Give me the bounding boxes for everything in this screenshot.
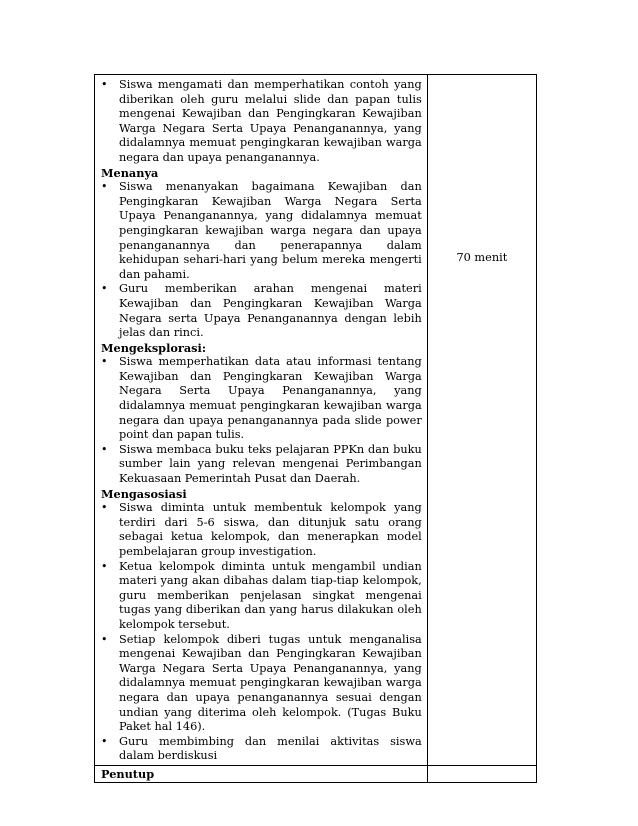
list-item: • Siswa memperhatikan data atau informasi tentang Kewajiban dan Pengingkaran Kewajiban Warga Negara Serta Upaya Penanganannya, yang didalamnya memuat pengingkaran kewajiban warga negara dan upaya penanganannya pada slide power point dan papan tulis.	[101, 355, 422, 443]
mengasosiasi-list	[101, 501, 422, 764]
time-allocation-cell	[427, 75, 536, 766]
section-heading-mengeksplorasi: Mengeksplorasi:	[101, 340, 206, 355]
section-heading-mengasosiasi: Mengasosiasi	[101, 486, 187, 501]
table-row	[95, 765, 537, 782]
list-item: • Guru memberikan arahan mengenai materi Kewajiban dan Pengingkaran Kewajiban Warga Negara serta Upaya Penanganannya dengan lebih jelas dan rinci.	[101, 282, 422, 340]
list-item: • Siswa membaca buku teks pelajaran PPKn dan buku sumber lain yang relevan mengenai Perimbangan Kekuasaan Pemerintah Pusat dan Daerah.	[101, 443, 422, 487]
list-item: • Setiap kelompok diberi tugas untuk menganalisa mengenai Kewajiban dan Pengingkaran Kewajiban Warga Negara Serta Upaya Penanganannya, yang didalamnya memuat pengingkaran kewajiban warga negara dan upaya penanganannya sesuai dengan undian yang diterima oleh kelompok. (Tugas Buku Paket hal 146).	[101, 633, 422, 735]
table-row	[95, 75, 537, 766]
section-heading-menanya: Menanya	[101, 165, 159, 180]
activity-description-cell	[95, 75, 428, 766]
empty-time-cell	[427, 765, 536, 782]
menanya-list	[101, 180, 422, 341]
section-heading-penutup: Penutup	[95, 765, 428, 782]
intro-list	[101, 78, 422, 166]
list-item: • Ketua kelompok diminta untuk mengambil undian materi yang akan dibahas dalam tiap-tiap kelompok, guru memberikan penjelasan singkat mengenai tugas yang diberikan dan yang harus dilakukan oleh kelompok tersebut.	[101, 560, 422, 633]
list-item: • Guru membimbing dan menilai aktivitas siswa dalam berdiskusi	[101, 735, 422, 764]
list-item: • Siswa diminta untuk membentuk kelompok yang terdiri dari 5-6 siswa, dan ditunjuk satu orang sebagai ketua kelompok, dan menerapkan model pembelajaran group investigation.	[101, 501, 422, 559]
mengeksplorasi-list	[101, 355, 422, 486]
list-item: • Siswa menanyakan bagaimana Kewajiban dan Pengingkaran Kewajiban Warga Negara Serta Upaya Penanganannya, yang didalamnya memuat pengingkaran kewajiban warga negara dan upaya penanganannya dan penerapannya dalam kehidupan sehari-hari yang belum mereka mengerti dan pahami.	[101, 180, 422, 282]
time-allocation: 70 menit	[456, 251, 508, 264]
list-item: • Siswa mengamati dan memperhatikan contoh yang diberikan oleh guru melalui slide dan papan tulis mengenai Kewajiban dan Pengingkaran Kewajiban Warga Negara Serta Upaya Penanganannya, yang didalamnya memuat pengingkaran kewajiban warga negara dan upaya penanganannya.	[101, 78, 422, 166]
activity-table	[94, 74, 537, 783]
